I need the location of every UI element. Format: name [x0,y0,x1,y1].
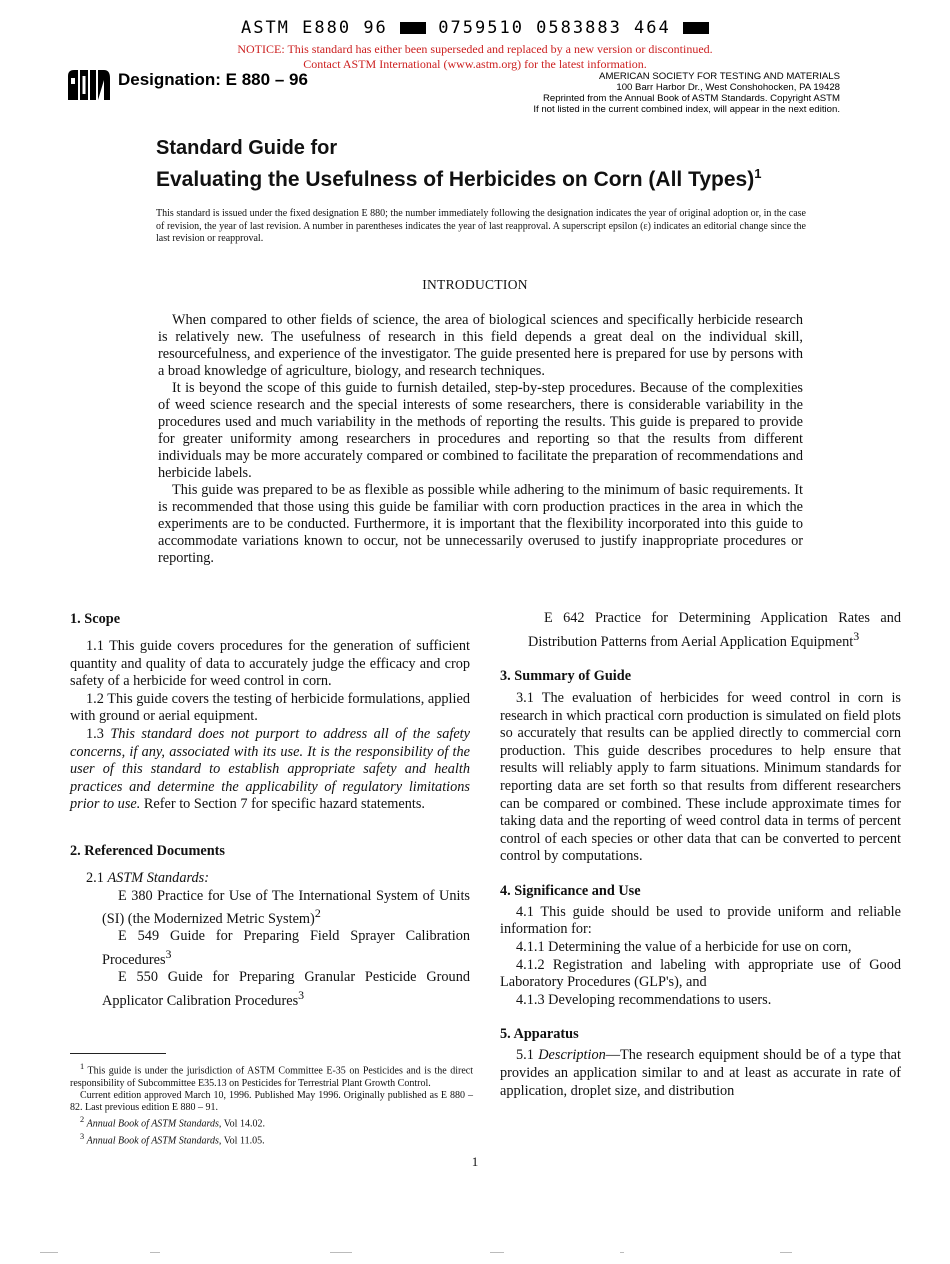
title-line-1: Standard Guide for [156,137,338,159]
black-block-icon [400,22,426,34]
intro-paragraph: This guide was prepared to be as flexible as possible while adhering to the minimum of basic requirements. It is recommended that those using this guide be familiar with corn production practices in the area in which the experiments are to be conducted. Furthermore, it is important that the flexibility incorporated into this guide to accommodate variations known to occur, not be unnecessarily overused to justify inappropriate procedures or reporting. [158,482,803,566]
footnote-volume: Vol 14.02. [223,1118,265,1130]
footnote-3 [70,1131,473,1148]
ref-sub-num: 2.1 [86,869,104,886]
footnote-mark: 1 [80,1062,85,1071]
publisher-line: 100 Barr Harbor Dr., West Conshohocken, PA 19428 [616,82,840,93]
safety-statement: This standard does not purport to address all of the safety concerns, if any, associated with its use. It is the responsibility of the user of this standard to establish appropriate safety and health practices and determine the applicability of regulatory limitations prior to use. [70,725,470,813]
page-number: 1 [471,1154,479,1169]
intro-paragraph: When compared to other fields of science, the area of biological sciences and specifically herbicide research is relatively new. The usefulness of research in this field depends a great deal on the individual skill, resourcefulness, and experience of the investigator. The guide presented here is prepared for use by persons with a broad knowledge of agriculture, biology, and research techniques. [158,312,803,379]
document-title [156,135,761,193]
reference-text: E 642 Practice for Determining Application Rates and Distribution Patterns from Aerial Application Equipment [528,610,901,650]
reference-text: E 380 Practice for Use of The International System of Units (SI) (the Modernized Metric System) [102,887,470,927]
reference-item [70,928,470,969]
apparatus-paragraph [500,1047,901,1100]
left-column [70,610,470,1010]
introduction-body [158,312,803,567]
publisher-line: If not listed in the current combined index, will appear in the next edition. [533,104,840,115]
apparatus-text: —The research equipment should be of a type that provides an application similar to and at least as accurate in rate of application, droplet size, and distribution [500,1047,901,1099]
scope-paragraph: 1.2 This guide covers the testing of herbicide formulations, applied with ground or aerial equipment. [70,690,470,725]
reference-text: E 549 Guide for Preparing Field Sprayer Calibration Procedures [102,928,470,968]
footnote-2 [70,1114,473,1131]
footnotes [70,1061,473,1147]
notice-line-2: Contact ASTM International (www.astm.org) for the latest information. [303,57,647,71]
footnote-volume: Vol 11.05. [223,1135,265,1146]
intro-paragraph: It is beyond the scope of this guide to furnish detailed, step-by-step procedures. Because of the complexities of weed science research and the special interests of some researchers, there is considerable variability in the procedures used and much variability in the methods of reporting the results. This guide is prepared to provide for greater uniformity among researchers in procedures and reporting so that the results from different individuals may be more accurately compared or combined to facilitate the preparation of recommendations and herbicide labels. [158,380,803,481]
footnote-divider [70,1053,166,1054]
reference-footnote: 3 [853,628,860,643]
designation: Designation: E 880 – 96 [118,70,308,89]
footnote-1 [70,1061,473,1090]
scope-paragraph-safety [70,726,470,814]
footnote-1b: Current edition approved March 10, 1996. Published May 1996. Originally published as E 880 – 82. Last previous edition E 880 – 91. [70,1089,473,1113]
footnote-book: Annual Book of ASTM Standards, [86,1118,222,1130]
scope-num: 1.3 [86,725,104,742]
title-text: Evaluating the Usefulness of Herbicides on Corn (All Types) [156,168,755,191]
section-heading-apparatus: 5. Apparatus [500,1026,579,1043]
footnote-mark: 2 [80,1115,85,1125]
code-prefix: ASTM E880 96 [240,18,388,38]
section-heading-scope: 1. Scope [70,611,121,627]
publisher-line: AMERICAN SOCIETY FOR TESTING AND MATERIALS [599,71,840,82]
scope-paragraph: 1.1 This guide covers procedures for the generation of sufficient quantity and quality of data to accurately judge the efficacy and crop safety of a herbicide for weed control in corn. [70,638,470,690]
reference-footnote: 2 [314,906,321,921]
section-heading-significance: 4. Significance and Use [500,882,641,899]
astm-logo-icon [64,66,112,104]
significance-paragraph: 4.1 This guide should be used to provide uniform and reliable information for: [500,903,901,938]
reference-footnote: 3 [298,988,305,1003]
significance-paragraph: 4.1.2 Registration and labeling with appropriate use of Good Laboratory Procedures (GLP's), and [500,956,901,991]
summary-paragraph: 3.1 The evaluation of herbicides for weed control in corn is research in which practical corn production is simulated on field plots so accurately that results can be applied directly to commercial corn production. This guide describes procedures to help ensure that results will reliably apply to farm situations. Minimum standards for reporting data are set forth so that results from different researchers can be compared or combined. These include approximate times for taking data and the reporting of weed control data in terms of percent control of each species or other data that can be converted to percent control by computations. [500,689,901,865]
reference-item [70,888,470,929]
code-mid: 0759510 0583883 464 [438,18,671,38]
reference-footnote: 3 [165,947,172,962]
reference-item [70,969,470,1010]
right-column [500,610,901,1100]
footnote-mark: 3 [80,1131,85,1141]
reference-item [500,610,901,651]
introduction-heading: INTRODUCTION [422,277,528,292]
footnote-book: Annual Book of ASTM Standards, [86,1135,222,1146]
notice-line-1: NOTICE: This standard has either been superseded and replaced by a new version or discontinued. [237,42,713,56]
section-heading-summary: 3. Summary of Guide [500,667,632,684]
footnote-text: This guide is under the jurisdiction of ASTM Committee E-35 on Pesticides and is the direct responsibility of Subcommittee E35.13 on Pesticides for Terrestrial Plant Growth Control. [70,1065,473,1089]
document-code-line [0,18,950,38]
section-heading-referenced: 2. Referenced Documents [70,842,225,859]
black-block-icon [683,22,709,34]
issued-statement: This standard is issued under the fixed designation E 880; the number immediately following the designation indicates the year of original adoption or, in the case of revision, the year of last revision. A number in parentheses indicates the year of last reapproval. A superscript epsilon (ε) indicates an editorial change since the last revision or reapproval. [156,208,806,244]
publisher-line: Reprinted from the Annual Book of ASTM Standards. Copyright ASTM [542,93,840,104]
scan-artifacts [0,1252,950,1258]
title-footnote-ref: 1 [754,166,762,181]
referenced-subheading [70,870,470,888]
significance-paragraph: 4.1.1 Determining the value of a herbicide for use on corn, [516,939,852,956]
apparatus-num: 5.1 [516,1047,534,1064]
apparatus-label: Description [538,1047,606,1064]
reference-text: E 550 Guide for Preparing Granular Pesticide Ground Applicator Calibration Procedures [102,969,470,1009]
publisher-block [480,71,840,115]
significance-paragraph: 4.1.3 Developing recommendations to users. [516,991,772,1008]
scope-tail: Refer to Section 7 for specific hazard statements. [143,796,425,813]
title-line-2 [156,161,761,193]
ref-sub-label: ASTM Standards: [107,869,209,886]
